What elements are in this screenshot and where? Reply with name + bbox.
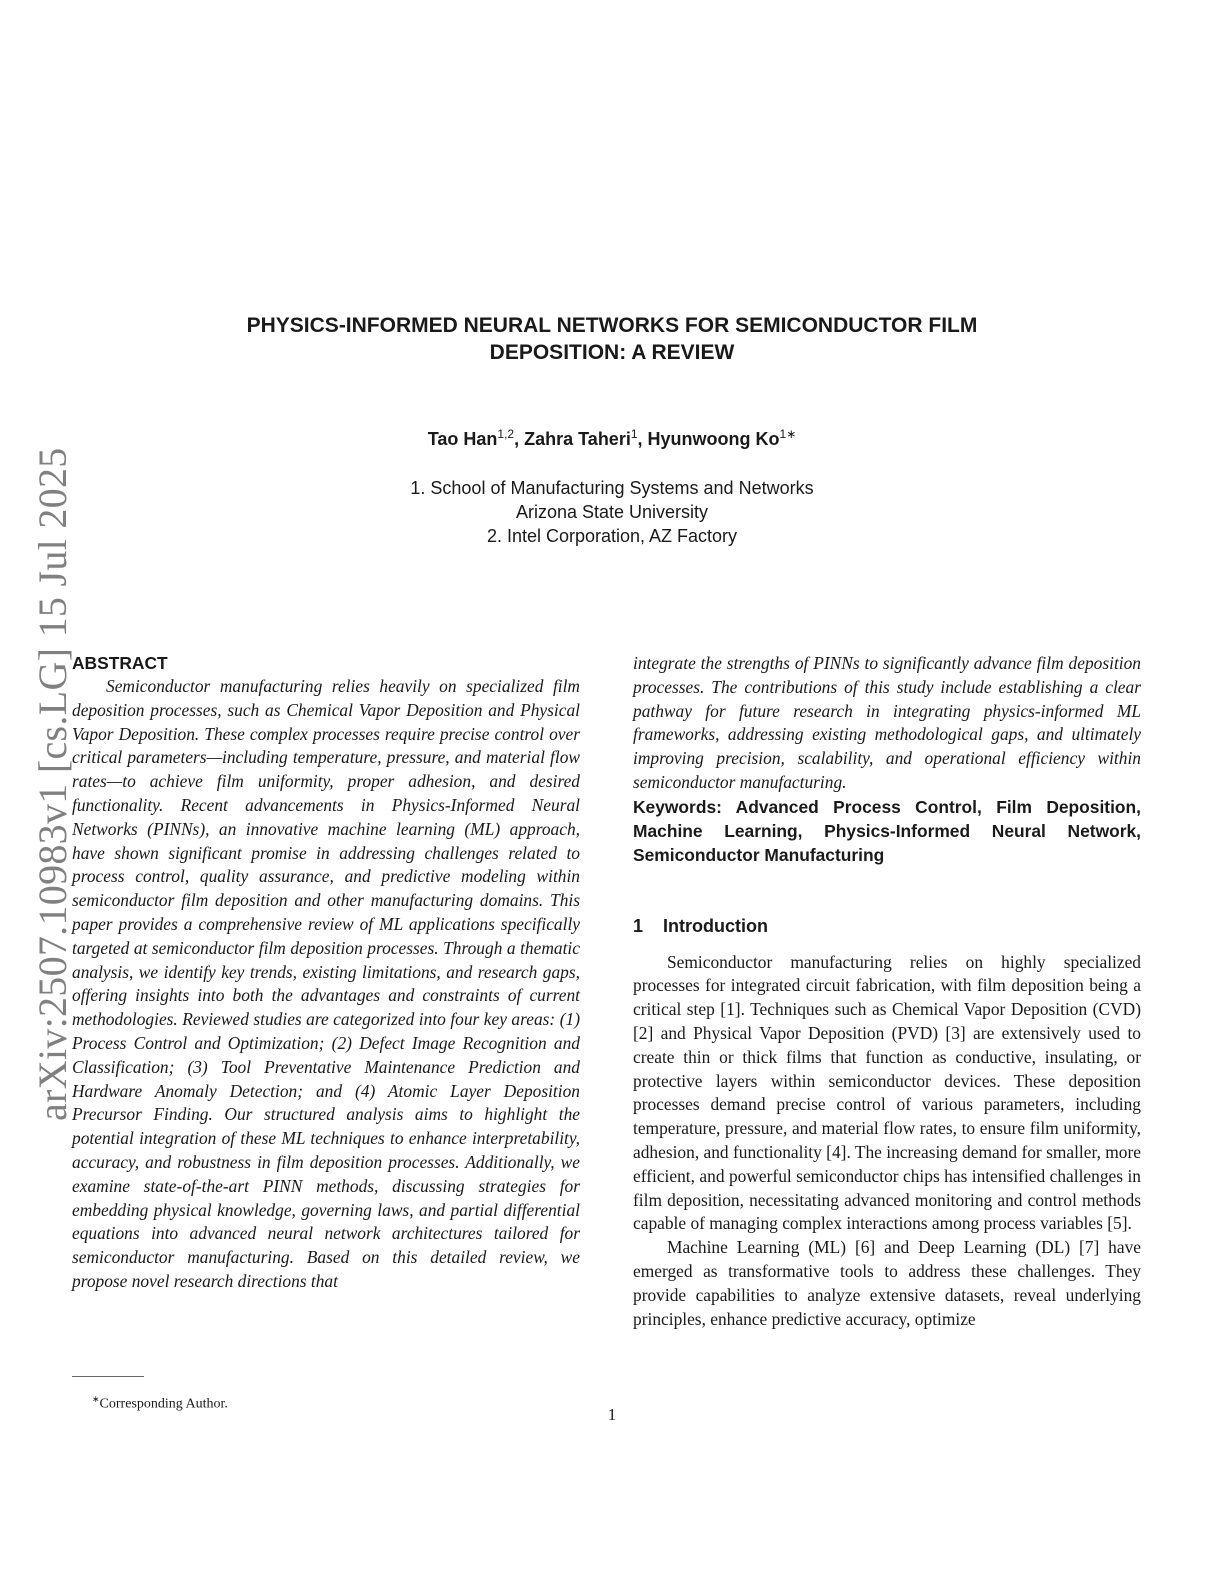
author-affil-marks: 1,2 xyxy=(497,427,515,441)
footnote-mark: ∗ xyxy=(92,1394,100,1404)
author-affil-marks: 1∗ xyxy=(779,427,797,441)
section-title: Introduction xyxy=(663,915,768,936)
intro-paragraph: Machine Learning (ML) [6] and Deep Learning (DL) [7] have emerged as transformative tools to address these challenges. They provide capabilities to analyze extensive datasets, reveal underlying principles, enhance predictive accuracy, optimize xyxy=(633,1237,1141,1329)
section-number: 1 xyxy=(633,915,644,936)
footnote-rule xyxy=(72,1376,144,1377)
author-affil-marks: 1 xyxy=(630,427,638,441)
abstract-heading: ABSTRACT xyxy=(72,653,168,673)
right-column xyxy=(633,652,1141,1331)
affiliation-line: Arizona State University xyxy=(515,502,709,522)
section-heading xyxy=(633,915,1141,939)
arxiv-stamp xyxy=(30,447,76,1121)
keywords: Keywords: Advanced Process Control, Film Deposition, Machine Learning, Physics-Informed Neural Network, Semiconductor Manufacturing xyxy=(633,796,1141,865)
footnote-text: Corresponding Author. xyxy=(99,1396,228,1412)
affiliations xyxy=(150,476,1074,548)
title-line-1: PHYSICS-INFORMED NEURAL NETWORKS FOR SEMICONDUCTOR FILM xyxy=(246,314,978,337)
intro-paragraph: Semiconductor manufacturing relies on highly specialized processes for integrated circuit fabrication, with film deposition being a critical step [1]. Techniques such as Chemical Vapor Deposition (CVD) [2] and Physical Vapor Deposition (PVD) [3] are extensively used to create thin or thick films that function as conductive, insulating, or protective layers within semiconductor devices. These deposition processes demand precise control of various parameters, including temperature, pressure, and material flow rates, to ensure film uniformity, adhesion, and functionality [4]. The increasing demand for smaller, more efficient, and powerful semiconductor chips has intensified challenges in film deposition, necessitating advanced monitoring and control methods capable of managing complex interactions among process variables [5]. xyxy=(633,951,1141,1234)
author-separator: , xyxy=(514,429,525,449)
abstract-body: Semiconductor manufacturing relies heavily on specialized film deposition processes, such as Chemical Vapor Deposition and Physical Vapor Deposition. These complex processes require precise control over critical parameters—including temperature, pressure, and material flow rates—to achieve film uniformity, proper adhesion, and desired functionality. Recent advancements in Physics-Informed Neural Networks (PINNs), an innovative machine learning (ML) approach, have shown significant promise in addressing challenges related to process control, quality assurance, and predictive modeling within semiconductor film deposition and other manufacturing domains. This paper provides a comprehensive review of ML applications specifically targeted at semiconductor film deposition processes. Through a thematic analysis, we identify key trends, existing limitations, and research gaps, offering insights into both the advantages and constraints of current methodologies. Reviewed studies are categorized into four key areas: (1) Process Control and Optimization; (2) Defect Image Recognition and Classification; (3) Tool Preventative Maintenance Prediction and Hardware Anomaly Detection; and (4) Atomic Layer Deposition Precursor Finding. Our structured analysis aims to highlight the potential integration of these ML techniques to enhance interpretability, accuracy, and robustness in film deposition processes. Additionally, we examine state-of-the-art PINN methods, discussing strategies for embedding physical knowledge, governing laws, and partial differential equations into advanced neural network architectures tailored for semiconductor manufacturing. Based on this detailed review, we propose novel research directions that xyxy=(72,676,580,1291)
footnote xyxy=(92,1394,228,1413)
paper-title xyxy=(150,312,1074,366)
author-name: Hyunwoong Ko xyxy=(647,429,780,449)
page-number: 1 xyxy=(607,1405,617,1424)
arxiv-stamp-text: arXiv:2507.10983v1 [cs.LG] 15 Jul 2025 xyxy=(30,447,75,1121)
left-column xyxy=(72,652,580,1294)
author-name: Zahra Taheri xyxy=(524,429,631,449)
author-separator: , xyxy=(637,429,648,449)
title-line-2: DEPOSITION: A REVIEW xyxy=(489,341,735,364)
abstract-body-continued: integrate the strengths of PINNs to significantly advance film deposition processes. The contributions of this study include establishing a clear pathway for future research in integrating physics-informed ML frameworks, addressing existing methodological gaps, and ultimately improving precision, scalability, and operational efficiency within semiconductor manufacturing. xyxy=(633,653,1141,792)
author-name: Tao Han xyxy=(427,429,498,449)
author-list xyxy=(150,427,1074,450)
affiliation-line: 2. Intel Corporation, AZ Factory xyxy=(486,526,738,546)
affiliation-line: 1. School of Manufacturing Systems and Networks xyxy=(410,478,814,498)
